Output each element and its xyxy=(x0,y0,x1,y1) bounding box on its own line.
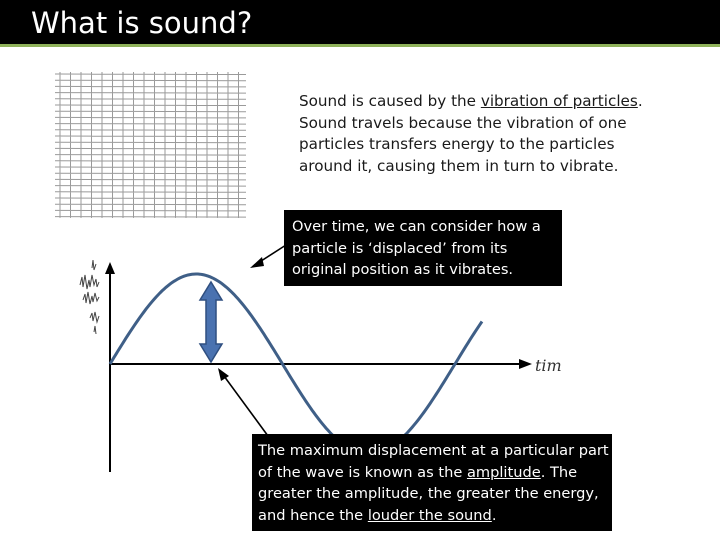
displacement-label-image xyxy=(80,260,99,334)
slide-title: What is sound? xyxy=(31,6,253,40)
amplitude-arrow xyxy=(200,282,222,362)
amplitude-callout-after: . xyxy=(491,506,497,524)
louder-sound-term: louder the sound xyxy=(367,506,492,524)
particle-grid-image xyxy=(55,72,246,218)
amplitude-term: amplitude xyxy=(466,463,541,481)
displacement-callout xyxy=(284,210,562,286)
grid-lines xyxy=(55,72,246,218)
intro-line1-start: Sound is caused by the xyxy=(299,92,481,110)
intro-line1-end: . xyxy=(637,92,643,110)
amplitude-callout-middle: . The greater the amplitude, the greater the energy, and hence the xyxy=(258,463,599,524)
intro-text xyxy=(299,91,659,177)
amplitude-callout xyxy=(252,434,612,531)
vibration-of-particles-term: vibration of particles xyxy=(480,92,638,110)
amplitude-callout-before: The maximum displacement at a particular part of the wave is known as the xyxy=(258,442,609,481)
intro-rest: Sound travels because the vibration of one particles transfers energy to the particles around it, causing them in turn to vibrate. xyxy=(299,113,627,175)
displacement-callout-text: Over time, we can consider how a particle is ‘displaced’ from its original position as it vibrates. xyxy=(292,218,541,278)
pointer-lines xyxy=(218,245,286,436)
time-axis-label: tim xyxy=(535,356,562,375)
